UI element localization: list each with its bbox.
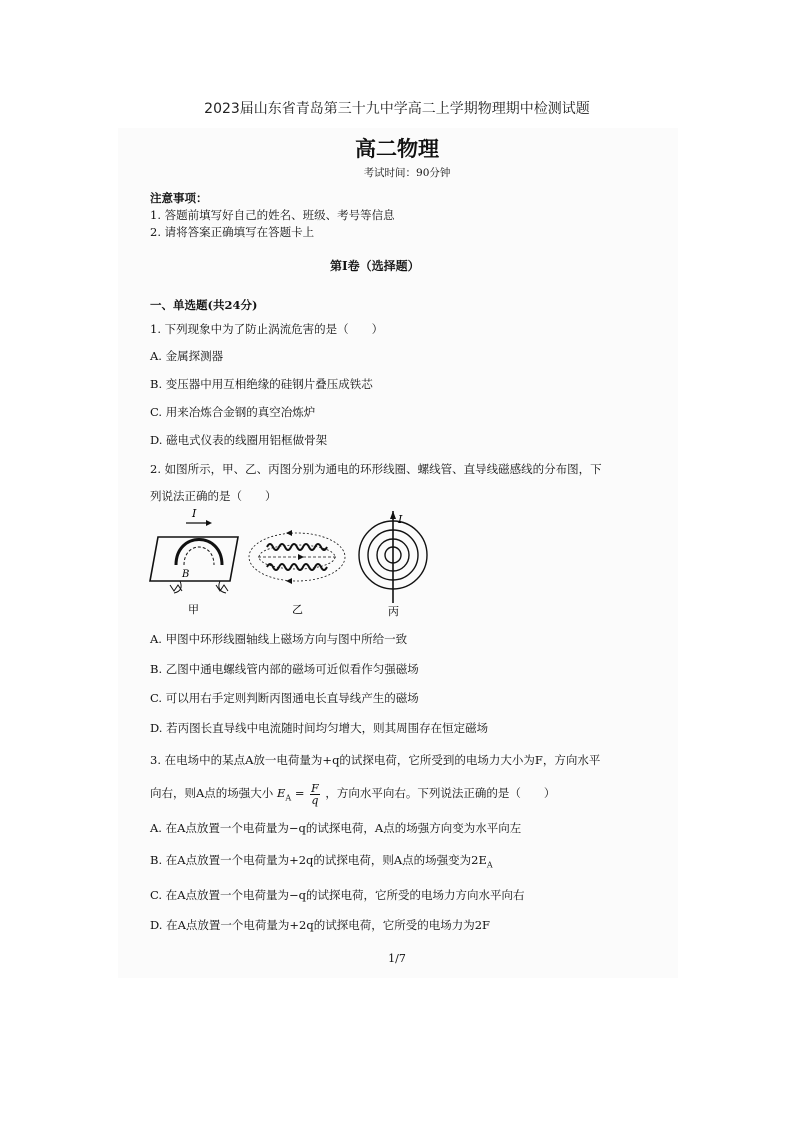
question-2-option-a: A. 甲图中环形线圈轴线上磁场方向与图中所给一致 — [150, 632, 408, 646]
page-number: 1/7 — [388, 952, 406, 965]
question-3-option-b — [150, 852, 493, 869]
exam-title: 高二物理 — [355, 137, 439, 161]
notes-heading: 注意事项： — [150, 191, 208, 205]
question-3-option-d: D. 在A点放置一个电荷量为+2q的试探电荷，它所受的电场力为2F — [150, 918, 491, 932]
question-3-stem-cont — [150, 776, 555, 810]
solenoid-figure — [249, 530, 345, 616]
loop-coil-figure — [150, 507, 238, 616]
section-title: 第I卷（选择题） — [330, 259, 420, 273]
question-2-stem: 2. 如图所示，甲、乙、丙图分别为通电的环形线圈、螺线管、直导线磁感线的分布图，下 — [150, 462, 602, 476]
formula-fraction — [310, 783, 320, 806]
formula-numerator: F — [311, 781, 319, 795]
question-2-option-d: D. 若丙图长直导线中电流随时间均匀增大，则其周围存在恒定磁场 — [150, 721, 489, 735]
straight-wire-figure — [359, 511, 427, 618]
question-3-stem: 3. 在电场中的某点A放一电荷量为+q的试探电荷，它所受到的电场力大小为F，方向水平 — [150, 753, 601, 767]
formula-subscript: A — [285, 793, 292, 803]
question-1-stem: 1. 下列现象中为了防止涡流危害的是（ ） — [150, 322, 384, 336]
document-title: 2023届山东省青岛第三十九中学高二上学期物理期中检测试题 — [204, 101, 590, 117]
question-1-option-b: B. 变压器中用互相绝缘的硅钢片叠压成铁芯 — [150, 377, 373, 391]
field-label: B — [182, 569, 190, 580]
question-1-option-a: A. 金属探测器 — [150, 349, 224, 363]
figure-jia-label: 甲 — [188, 603, 199, 616]
question-2-stem-cont: 列说法正确的是（ ） — [150, 489, 277, 503]
option-b-subscript: A — [486, 860, 493, 870]
question-1-option-c: C. 用来冶炼合金钢的真空冶炼炉 — [150, 405, 316, 419]
stem-text-post: ，方向水平向右。下列说法正确的是（ ） — [325, 786, 556, 800]
question-3-option-a: A. 在A点放置一个电荷量为−q的试探电荷，A点的场强方向变为水平向左 — [150, 821, 522, 835]
figure-yi-label: 乙 — [292, 603, 303, 616]
wire-current-label: I — [398, 513, 403, 526]
question-2-figures — [140, 505, 440, 625]
formula-e: E — [276, 786, 286, 800]
option-b-text: B. 在A点放置一个电荷量为+2q的试探电荷，则A点的场强变为2E — [150, 853, 487, 867]
question-2-option-b: B. 乙图中通电螺线管内部的磁场可近似看作匀强磁场 — [150, 662, 419, 676]
figure-bing-label: 丙 — [388, 605, 399, 618]
stem-text: 向右，则A点的场强大小 — [150, 786, 274, 800]
formula-equals: = — [294, 786, 305, 800]
notes-item: 2. 请将答案正确填写在答题卡上 — [150, 225, 315, 239]
part-title: 一、单选题(共24分) — [150, 298, 258, 312]
question-2-option-c: C. 可以用右手定则判断丙图通电长直导线产生的磁场 — [150, 691, 419, 705]
formula-denominator: q — [311, 793, 319, 807]
exam-time: 考试时间：90分钟 — [363, 167, 451, 179]
question-1-option-d: D. 磁电式仪表的线圈用铝框做骨架 — [150, 433, 328, 447]
notes-item: 1. 答题前填写好自己的姓名、班级、考号等信息 — [150, 208, 395, 222]
current-label: I — [192, 507, 197, 520]
question-3-option-c: C. 在A点放置一个电荷量为−q的试探电荷，它所受的电场力方向水平向右 — [150, 888, 525, 902]
